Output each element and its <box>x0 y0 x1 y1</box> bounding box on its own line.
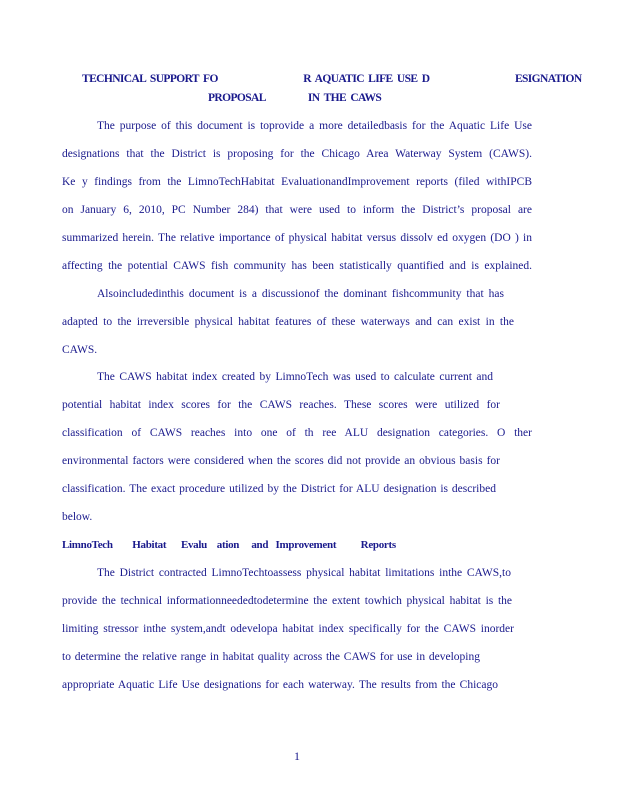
paragraph-4-line-4: to determine the relative range in habitat quality across the CAWS for use in developing <box>62 651 480 663</box>
page-number: 1 <box>294 749 300 763</box>
paragraph-1-line-1: The purpose of this document is toprovide a more detailedbasis for the Aquatic Life Use <box>97 120 532 132</box>
paragraph-4-line-2: provide the technical informationneededtodetermine the extent towhich physical habitat is the <box>62 595 512 607</box>
paragraph-1-line-3: Ke y findings from the LimnoTechHabitat EvaluationandImprovement reports (filed withIPCB <box>62 176 532 188</box>
paragraph-2-line-3: CAWS. <box>62 344 98 356</box>
paragraph-1-line-6: affecting the potential CAWS fish community has been statistically quantified and is explained. <box>62 260 532 272</box>
paragraph-3-line-3: classification of CAWS reaches into one of th ree ALU designation categories. O ther <box>62 427 532 439</box>
paragraph-3-line-4: environmental factors were considered when the scores did not provide an obvious basis for <box>62 455 500 467</box>
paragraph-3-line-5: classification. The exact procedure utilized by the District for ALU designation is described <box>62 483 496 495</box>
paragraph-2-line-1: Alsoincludedinthis document is a discussionof the dominant fishcommunity that has <box>97 288 504 300</box>
paragraph-2-line-2: adapted to the irreversible physical habitat features of these waterways and can exist in the <box>62 316 514 328</box>
paragraph-4-line-1: The District contracted LimnoTechtoassess physical habitat limitations inthe CAWS,to <box>97 567 511 579</box>
section-heading: LimnoTech Habitat Evalu ation and Improvement Reports <box>62 539 396 551</box>
document-title-line-2: PROPOSAL IN THE CAWS <box>208 92 382 104</box>
paragraph-4-line-5: appropriate Aquatic Life Use designations for each waterway. The results from the Chicago <box>62 679 498 691</box>
paragraph-1-line-4: on January 6, 2010, PC Number 284) that were used to inform the District’s proposal are <box>62 204 532 216</box>
paragraph-1-line-5: summarized herein. The relative importance of physical habitat versus dissolv ed oxygen (DO ) in <box>62 232 532 244</box>
paragraph-3-line-6: below. <box>62 511 93 523</box>
paragraph-1-line-2: designations that the District is proposing for the Chicago Area Waterway System (CAWS). <box>62 148 532 160</box>
document-title-line-1: TECHNICAL SUPPORT FO R AQUATIC LIFE USE D ESIGNATION <box>82 73 582 85</box>
paragraph-3-line-1: The CAWS habitat index created by LimnoTech was used to calculate current and <box>97 371 493 383</box>
paragraph-4-line-3: limiting stressor inthe system,andt odevelopa habitat index specifically for the CAWS inorder <box>62 623 514 635</box>
paragraph-3-line-2: potential habitat index scores for the CAWS reaches. These scores were utilized for <box>62 399 500 411</box>
